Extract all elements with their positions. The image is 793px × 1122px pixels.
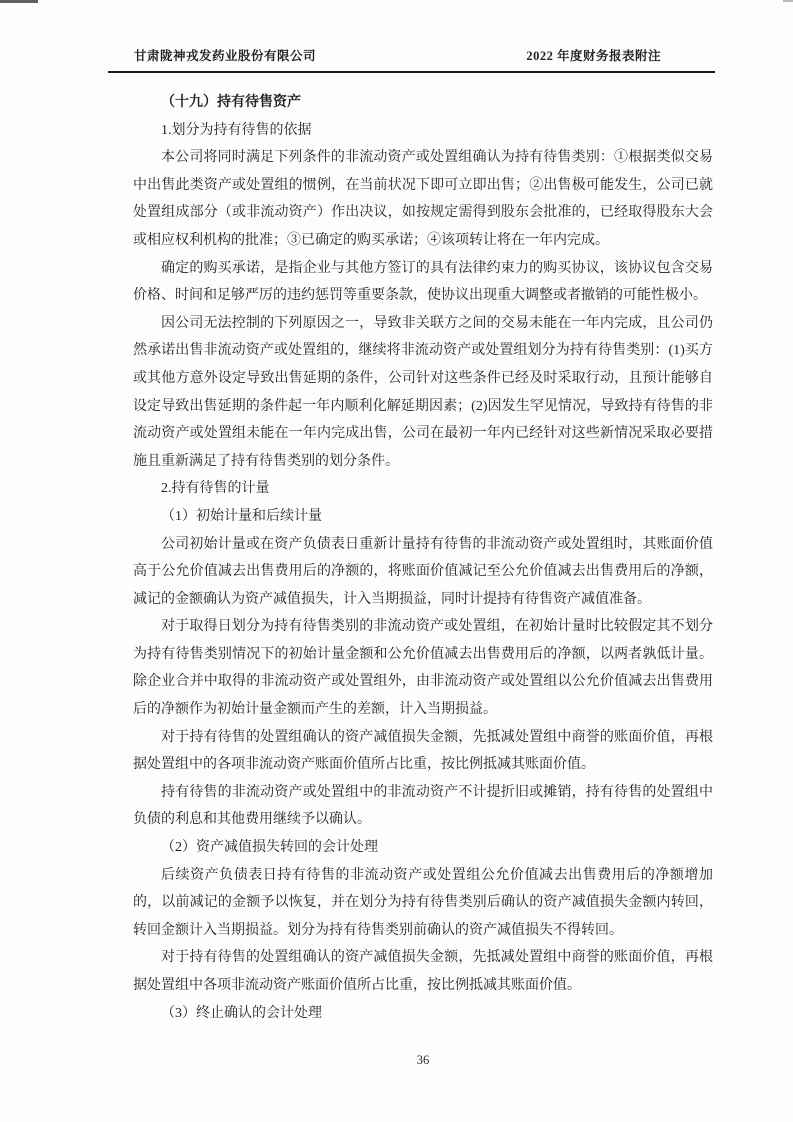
scan-artifact [783,0,793,2]
sub-heading: 2.持有待售的计量 [161,481,270,497]
document-body [133,89,713,1027]
paragraph: 对于持有待售的处置组确认的资产减值损失金额，先抵减处置组中商誉的账面价值，再根据处置组中各项非流动资产账面价值所占比重，按比例抵减其账面价值。 [133,950,713,993]
page-header [108,46,715,73]
sub-heading: （1）初始计量和后续计量 [161,508,322,524]
section-heading: （十九）持有待售资产 [161,95,301,110]
paragraph: 后续资产负债表日持有待售的非流动资产或处置组公允价值减去出售费用后的净额增加的，以前减记的金额予以恢复，并在划分为持有待售类别后确认的资产减值损失金额内转回，转回金额计入当期损益。划分为持有待售类别前确认的资产减值损失不得转回。 [133,867,713,938]
page-footer [133,1053,713,1068]
paragraph: 对于取得日划分为持有待售类别的非流动资产或处置组，在初始计量时比较假定其不划分为持有待售类别情况下的初始计量金额和公允价值减去出售费用后的净额，以两者孰低计量。除企业合并中取得的非流动资产或处置组外，由非流动资产或处置组以公允价值减去出售费用后的净额作为初始计量金额而产生的差额，计入当期损益。 [133,619,713,718]
page-number: 36 [416,1053,430,1067]
paragraph: 确定的购买承诺，是指企业与其他方签订的具有法律约束力的购买协议，该协议包含交易价格、时间和足够严厉的违约惩罚等重要条款，使协议出现重大调整或者撤销的可能性极小。 [133,260,713,304]
sub-heading: 1.划分为持有待售的依据 [161,122,312,138]
paragraph: 持有待售的非流动资产或处置组中的非流动资产不计提折旧或摊销，持有待售的处置组中负债的利息和其他费用继续予以确认。 [133,784,713,828]
sub-heading: （2）资产减值损失转回的会计处理 [161,840,378,856]
paragraph: 本公司将同时满足下列条件的非流动资产或处置组确认为持有待售类别：①根据类似交易中出售此类资产或处置组的惯例，在当前状况下即可立即出售；②出售极可能发生，公司已就处置组成部分（或非流动资产）作出决议，如按规定需得到股东会批准的，已经取得股东大会或相应权利机构的批准；③已确定的购买承诺；④该项转让将在一年内完成。 [133,150,713,248]
report-title: 2022 年度财务报表附注 [526,49,661,63]
paragraph: 公司初始计量或在资产负债表日重新计量持有待售的非流动资产或处置组时，其账面价值高于公允价值减去出售费用后的净额的，将账面价值减记至公允价值减去出售费用后的净额，减记的金额确认为资产减值损失，计入当期损益，同时计提持有待售资产减值准备。 [133,536,713,607]
paragraph: 因公司无法控制的下列原因之一，导致非关联方之间的交易未能在一年内完成，且公司仍然承诺出售非流动资产或处置组的，继续将非流动资产或处置组划分为持有待售类别：(1)买方或其他方意外设定导致出售延期的条件，公司针对这些条件已经及时采取行动，且预计能够自设定导致出售延期的条件起一年内顺利化解延期因素；(2)因发生罕见情况，导致持有待售的非流动资产或处置组未能在一年内完成出售，公司在最初一年内已经针对这些新情况采取必要措施且重新满足了持有待售类别的划分条件。 [133,315,713,469]
company-name: 甘肃陇神戎发药业股份有限公司 [134,49,317,63]
scan-artifact [0,0,38,3]
paragraph: 对于持有待售的处置组确认的资产减值损失金额，先抵减处置组中商誉的账面价值，再根据处置组中的各项非流动资产账面价值所占比重，按比例抵减其账面价值。 [133,729,713,773]
sub-heading: （3）终止确认的会计处理 [161,1005,322,1021]
